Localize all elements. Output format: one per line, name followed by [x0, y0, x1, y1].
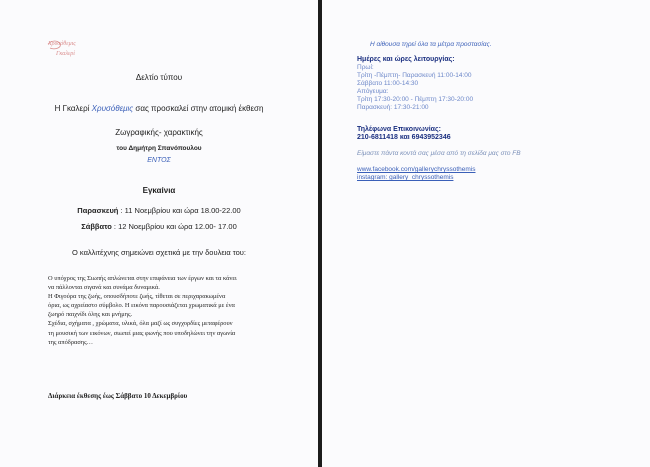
left-page: [0, 0, 318, 467]
facebook-link[interactable]: www.facebook.com/gallerychryssothemis: [357, 166, 476, 173]
statement-line: τη μουσική των εικόνων, σιωπεί μιας φωνής που υποδηλώνει την αγωνία: [48, 329, 236, 337]
contact-heading: Τηλέφωνα Επικοινωνίας:: [357, 126, 441, 133]
opening-hours-line: Πρωί:: [357, 64, 374, 71]
opening-time: : 11 Νοεμβρίου και ώρα 18.00-22.00: [118, 206, 241, 215]
exhibition-duration: Διάρκεια έκθεσης έως Σάββατο 10 Δεκεμβρίου: [48, 392, 188, 400]
invitation-before: Η Γκαλερί: [54, 104, 92, 113]
instagram-link[interactable]: instagram: gallery_chryssothemis: [357, 174, 454, 181]
opening-date-row: [0, 206, 318, 215]
statement-line: της απόδρασης…: [48, 338, 94, 346]
exhibition-subtitle: Ζωγραφικής- χαρακτικής: [115, 128, 203, 137]
opening-time: : 12 Νοεμβρίου και ώρα 12.00- 17.00: [111, 222, 237, 231]
invitation-line: [0, 104, 318, 113]
opening-day: Παρασκευή: [77, 206, 119, 215]
opening-date-row: [0, 222, 318, 231]
statement-line: Ο υπόχρος της Σιωπής απλώνεται στην επιφάνεια των έργων και τα κάνει: [48, 275, 237, 282]
statement-line: να πάλλονται σιγανά και συνάμα δυναμικά.: [48, 284, 160, 292]
facebook-note: Είμαστε πάντα κοντά σας μέσα από τη σελίδα μας στο FB: [357, 150, 521, 157]
artist-statement: [48, 274, 294, 347]
opening-hours-line: Απόγευμα:: [357, 88, 389, 95]
opening-day: Σάββατο: [81, 222, 112, 231]
opening-hours-line: Τρίτη -Πέμπτη- Παρασκευή 11:00-14:00: [357, 72, 472, 79]
statement-line: Η Φιγούρα της ζωής, οπουσδήποτε ζωής, τίθεται σε περιχαρακωμένα: [48, 293, 226, 301]
opening-hours-line: Σάββατο 11:00-14:30: [357, 80, 419, 87]
safety-note: Η αίθουσα τηρεί όλα τα μέτρα προστασίας.: [370, 41, 492, 48]
press-release-title: Δελτίο τύπου: [135, 73, 183, 82]
artist-note: Ο καλλιτέχνης σημειώνει σχετικά με την δουλεια του:: [72, 248, 246, 257]
invitation-gallery-name: Χρυσόθεμις: [91, 104, 134, 113]
statement-line: Σχέδια, σχήματα , χρώματα, υλικά, όλα μαζί ως συγχορδίες μεταφέρουν: [48, 320, 233, 328]
opening-heading: Εγκαίνια: [142, 186, 176, 195]
right-page: [322, 0, 650, 467]
exhibition-title: ΕΝΤΟΣ: [147, 157, 171, 164]
opening-hours-heading: Ημέρες και ώρες λειτουργίας:: [357, 56, 455, 63]
contact-phones: 210-6811418 και 6943952346: [357, 134, 451, 141]
logo-text-line1: Χρυσόθεμις: [48, 41, 76, 47]
statement-line: όρια, ως αχρείαστο σύμβολο. Η εικόνα παρουσιάζεται χρωματικά με ένα: [48, 302, 235, 310]
invitation-after: σας προσκαλεί στην ατομική έκθεση: [133, 104, 264, 113]
opening-hours-line: Τρίτη 17:30-20:00 - Πέμπτη 17:30-20:00: [357, 96, 474, 103]
statement-line: ζωηρό παιχνίδι όλης και μνήμης.: [48, 311, 133, 319]
opening-hours-line: Παρασκευή: 17:30-21:00: [357, 104, 429, 111]
artist-name: του Δημήτρη Σπανόπουλου: [116, 145, 202, 152]
logo-text-line2: Γκαλερί: [56, 51, 75, 57]
